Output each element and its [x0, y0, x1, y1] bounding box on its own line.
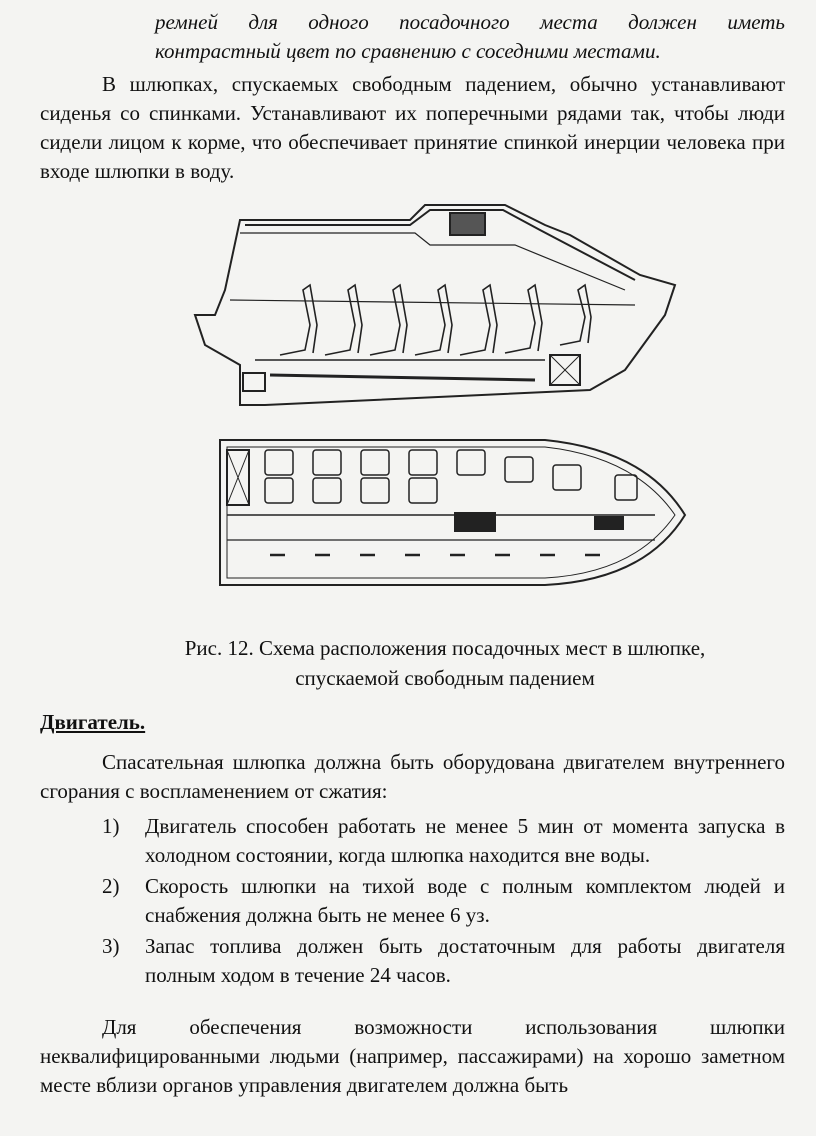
requirement-number: 3)	[102, 934, 120, 958]
plan-view-seats	[265, 450, 637, 503]
figure-caption	[120, 633, 770, 693]
side-view-seats	[280, 285, 591, 355]
caption-line-2: спускаемой свободным падением	[295, 666, 595, 690]
side-section-view	[195, 205, 675, 405]
engine-heading: Двигатель.	[40, 710, 146, 734]
requirement-text: Запас топлива должен быть достаточным для работы двигателя полным ходом в течение 24 часов.	[145, 934, 785, 987]
note-line-1: ремней для одного посадочного места должен иметь	[155, 10, 785, 34]
note-line-2: контрастный цвет по сравнению с соседними местами.	[155, 39, 661, 63]
requirement-text: Скорость шлюпки на тихой воде с полным комплектом людей и снабжения должна быть не менее 6 уз.	[145, 874, 785, 927]
requirement-number: 1)	[102, 814, 120, 838]
seating-paragraph: В шлюпках, спускаемых свободным падением, обычно устанавливают сиденья со спинками. Устанавливают их поперечными рядами так, чтобы люди сидели лицом к корме, что обеспечивает принятие спинкой инерции человека при входе шлюпки в воду.	[40, 72, 785, 183]
engine-intro-paragraph: Спасательная шлюпка должна быть оборудована двигателем внутреннего сгорания с воспламенением от сжатия:	[40, 750, 785, 803]
closing-paragraph: Для обеспечения возможности использования шлюпки неквалифицированными людьми (например, пассажирами) на хорошо заметном месте вблизи органов управления двигателем должна быть	[40, 1015, 785, 1097]
seatbelt-color-note	[155, 8, 785, 66]
requirement-text: Двигатель способен работать не менее 5 мин от момента запуска в холодном состоянии, когда шлюпка находится вне воды.	[145, 814, 785, 867]
requirement-number: 2)	[102, 874, 120, 898]
caption-line-1: Рис. 12. Схема расположения посадочных мест в шлюпке,	[184, 636, 706, 660]
lifeboat-seating-diagram	[185, 195, 695, 600]
plan-view	[220, 440, 685, 585]
